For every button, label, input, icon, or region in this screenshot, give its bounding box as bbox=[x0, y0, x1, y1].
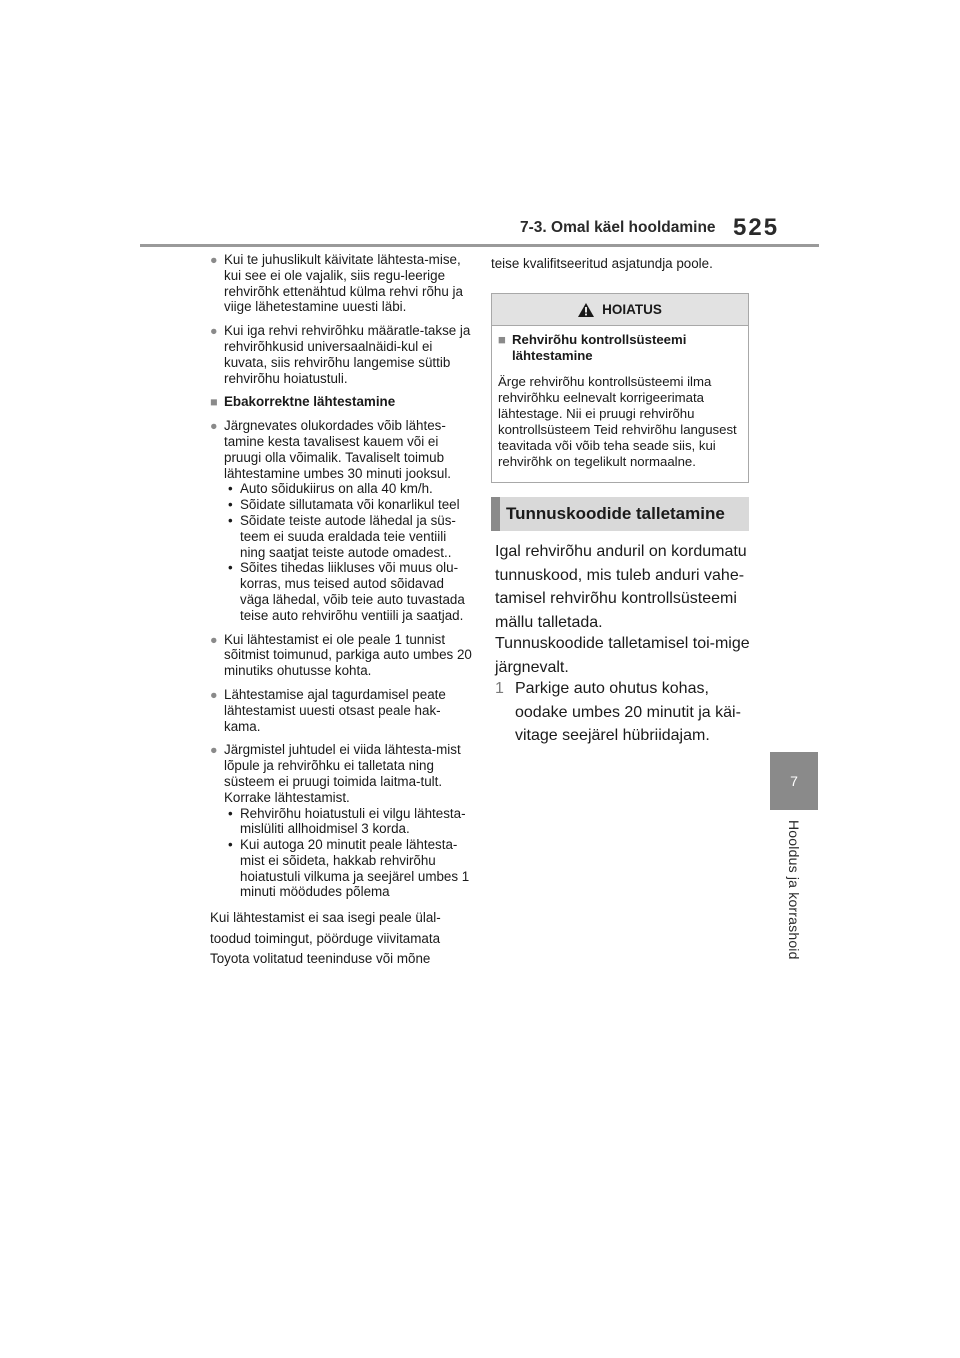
bullet-circle-icon: ● bbox=[210, 687, 218, 702]
section-header-title: 7-3. Omal käel hooldamine bbox=[520, 219, 716, 236]
sub-bullet: • Sõidate teiste autode lähedal ja süs-teem ei suuda eraldada teie ventiili ning saatjat teiste autode omadest.. bbox=[228, 512, 456, 560]
page-number: 525 bbox=[733, 214, 780, 241]
list-item bbox=[210, 252, 472, 315]
list-item-text: Järgmistel juhtudel ei viida lähtesta-mist lõpule ja rehvirõhku ei talletata ning süsteem ei pruugi toimida laitma-tult. Korrake lähtestamist. bbox=[224, 742, 461, 805]
sub-bullet-text: Auto sõidukiirus on alla 40 km/h. bbox=[240, 481, 433, 497]
sub-bullet: • Sõidate sillutamata või konarlikul teel bbox=[228, 497, 460, 513]
sub-bullet-text: Kui autoga 20 minutit peale lähtesta-mist ei sõideta, hakkab rehvirõhu hoiatustuli vilkuma ja seejärel umbes 1 minuti möödudes põlema bbox=[240, 837, 470, 900]
warning-text: Ärge rehvirõhu kontrollsüsteemi ilma rehvirõhku eelnevalt korrigeerimata lähtestage. Nii ei pruugi rehvirõhu kontrollsüsteem Teid rehvirõhu langusest teavitada või võib teha seade siis, kui rehvirõhk on tegelikult normaalne. bbox=[498, 374, 737, 469]
bullet-square-icon: ■ bbox=[210, 395, 218, 410]
continuation-text: teise kvalifitseeritud asjatundja poole. bbox=[491, 256, 713, 271]
bullet-circle-icon: ● bbox=[210, 324, 218, 339]
step-number: 1 bbox=[495, 680, 504, 697]
warning-title bbox=[498, 332, 742, 364]
list-item-text: Kui lähtestamist ei ole peale 1 tunnist sõitmist toimunud, parkiga auto umbes 20 minutiks ohutusse kohta. bbox=[224, 631, 472, 679]
body-paragraph: Tunnuskoodide talletamisel toi-mige järgnevalt. bbox=[495, 635, 750, 676]
warning-box bbox=[491, 293, 749, 483]
list-item-text: Kui te juhuslikult käivitate lähtesta-mise, kui see ei ole vajalik, siis regu-leerige rehvirõhk ettenähtud külma rehvi rõhu ja viige lähetestamine uuesti läbi. bbox=[224, 252, 463, 315]
bullet-square-icon: ■ bbox=[498, 332, 506, 347]
chapter-tab bbox=[770, 752, 818, 810]
list-item bbox=[210, 418, 472, 623]
chapter-number: 7 bbox=[790, 773, 798, 789]
section-title: Tunnuskoodide talletamine bbox=[506, 504, 725, 523]
bullet-circle-icon: ● bbox=[210, 743, 218, 758]
list-item-text: Järgnevates olukordades võib lähtes-tamine kesta tavalisest kauem või ei pruugi olla võimalik. Tavaliselt toimub lähtestamine umbes 30 minuti jooksul. bbox=[224, 418, 452, 481]
header-divider bbox=[140, 244, 819, 247]
closing-paragraph: Kui lähtestamist ei saa isegi peale ülal-toodud toimingut, pöörduge viivitamata Toyota volitatud teeninduse või mõne bbox=[210, 910, 441, 967]
bullet-circle-icon: ● bbox=[210, 632, 218, 647]
list-item bbox=[210, 632, 472, 679]
sub-bullet: • Sõites tihedas liikluses või muus olu-korras, mus teised autod sõidavad väga lähedal, võib teie auto tuvastada teise auto rehvirõhu ventiili ja saatjad. bbox=[228, 560, 465, 623]
sub-bullet: • Auto sõidukiirus on alla 40 km/h. bbox=[228, 481, 433, 497]
warning-label: HOIATUS bbox=[602, 302, 662, 317]
bullet-circle-icon: ● bbox=[210, 253, 218, 267]
sub-bullet-text: Sõites tihedas liikluses või muus olu-korras, mus teised autod sõidavad väga lähedal, võib teie auto tuvastada teise auto rehvirõhu ventiili ja saatjad. bbox=[240, 560, 465, 623]
bullet-circle-icon: ● bbox=[210, 419, 218, 434]
step-item bbox=[495, 677, 755, 748]
subsection-heading bbox=[210, 394, 472, 410]
list-item-text: Lähtestamise ajal tagurdamisel peate lähtestamist uuesti otsast peale hak-kama. bbox=[224, 686, 446, 734]
list-item bbox=[210, 323, 472, 386]
right-column bbox=[491, 252, 751, 272]
sub-bullet: • Rehvirõhu hoiatustuli ei vilgu lähtesta-mislüliti allhoidmisel 3 korda. bbox=[228, 805, 466, 837]
sub-bullet-text: Sõidate sillutamata või konarlikul teel bbox=[240, 497, 460, 513]
subsection-heading-text: Ebakorrektne lähtestamine bbox=[224, 394, 396, 410]
body-paragraph: Igal rehvirõhu anduril on kordumatu tunnuskood, mis tuleb anduri vahe-tamisel rehvirõhu kontrollsüsteemi mällu talletada. bbox=[495, 543, 747, 631]
step-text: Parkige auto ohutus kohas, oodake umbes 20 minutit ja käi-vitage seejärel hübriidajam. bbox=[515, 680, 741, 744]
warning-title-text: Rehvirõhu kontrollsüsteemi lähtestamine bbox=[512, 332, 687, 363]
warning-triangle-icon bbox=[578, 303, 594, 317]
list-item bbox=[210, 742, 472, 900]
list-item-text: Kui iga rehvi rehvirõhku määratle-takse ja rehvirõhkusid universaalnäidi-kul ei kuvata, siis rehvirõhu langemise süttib rehvirõhu hoiatustuli. bbox=[224, 323, 471, 386]
sub-bullet: • Kui autoga 20 minutit peale lähtesta-mist ei sõideta, hakkab rehvirõhu hoiatustuli vilkuma ja seejärel umbes 1 minuti möödudes põlema bbox=[228, 837, 470, 900]
chapter-title: Hooldus ja korrashoid bbox=[786, 820, 802, 960]
warning-header bbox=[492, 294, 748, 326]
left-column bbox=[210, 252, 472, 970]
section-title-banner bbox=[491, 497, 749, 531]
sub-bullet-text: Rehvirõhu hoiatustuli ei vilgu lähtesta-mislüliti allhoidmisel 3 korda. bbox=[240, 805, 466, 837]
list-item bbox=[210, 687, 472, 734]
warning-body bbox=[492, 326, 748, 470]
sub-bullet-text: Sõidate teiste autode lähedal ja süs-teem ei suuda eraldada teie ventiili ning saatjat teiste autode omadest.. bbox=[240, 512, 456, 560]
